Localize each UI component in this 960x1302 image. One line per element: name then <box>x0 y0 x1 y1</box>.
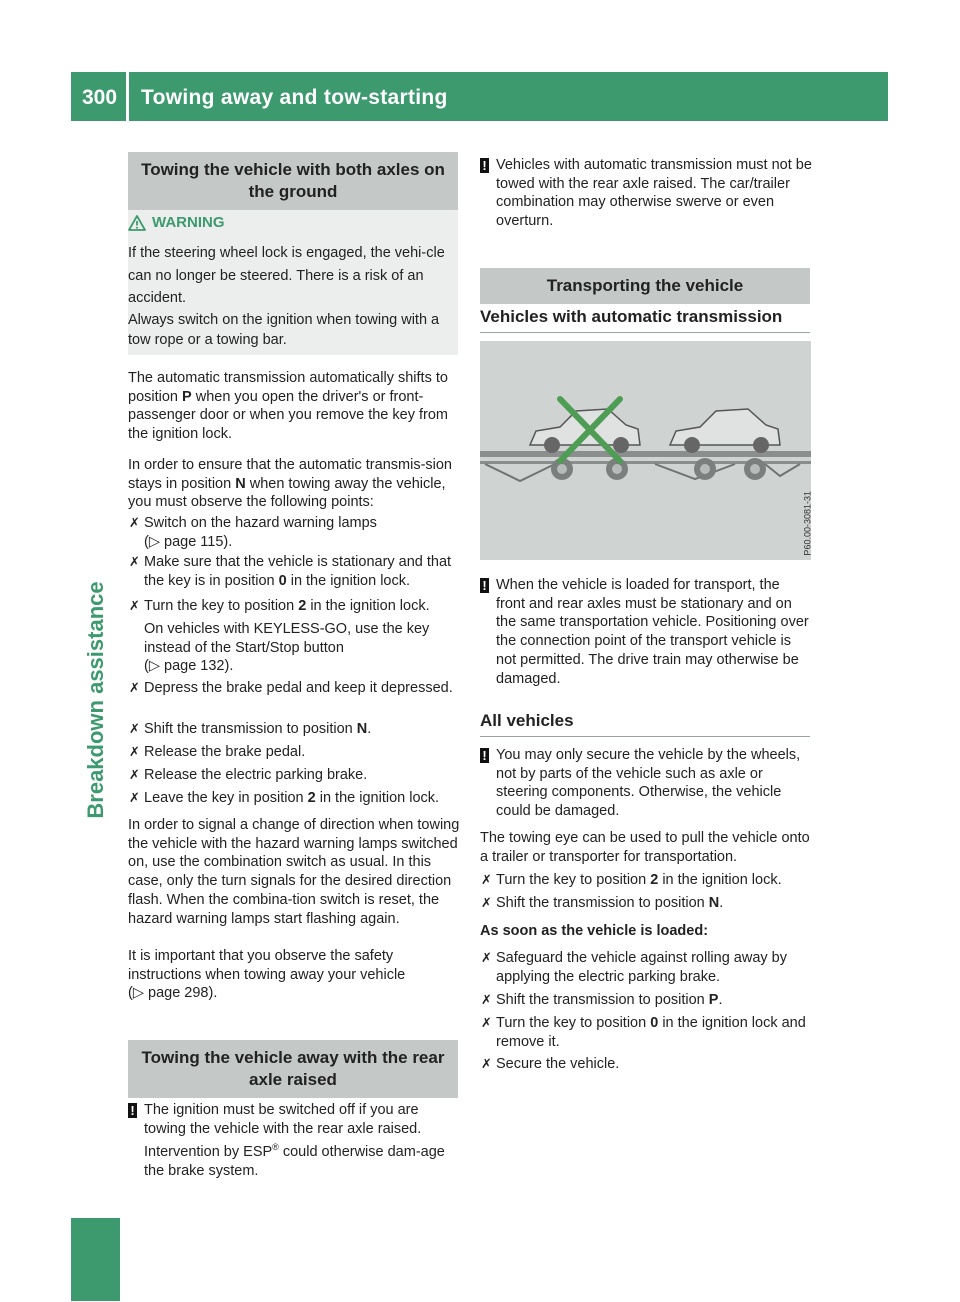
step-right-turn-key-2: ✗ Turn the key to position 2 in the ignition lock. <box>481 872 782 888</box>
step-arrow-icon: ✗ <box>129 767 140 782</box>
header-divider <box>126 72 129 121</box>
step-brake-pedal: ✗ Depress the brake pedal and keep it depressed. <box>129 680 453 696</box>
exclamation-icon: ! <box>480 158 489 173</box>
section-heading-transport: Transporting the vehicle <box>480 268 810 304</box>
step-release-brake-pedal: ✗ Release the brake pedal. <box>129 744 306 760</box>
page-number: 300 <box>82 86 118 109</box>
page-ref-115[interactable]: (▷ page 115). <box>144 533 233 550</box>
step-arrow-icon: ✗ <box>129 515 140 530</box>
step-arrow-icon: ✗ <box>129 744 140 759</box>
step-release-parking-brake: ✗ Release the electric parking brake. <box>129 767 368 783</box>
paragraph-safety: It is important that you observe the safety instructions when towing away your vehicle (▷ page 298). <box>128 947 460 1003</box>
page-title: Towing away and tow-starting <box>141 86 448 109</box>
figure-code: P60.00-3081-31 <box>803 491 813 556</box>
paragraph-position-n: In order to ensure that the automatic transmis-sion stays in position N when towing away the vehicle, you must observe the following points: <box>128 457 452 511</box>
note-no-rear-axle: ! Vehicles with automatic transmission must not be towed with the rear axle raised. The car/trailer combination may otherwise swerve or even overturn. <box>480 156 812 231</box>
step-secure-vehicle: ✗ Secure the vehicle. <box>481 1056 620 1072</box>
side-tab <box>71 1218 120 1301</box>
warning-text-1: If the steering wheel lock is engaged, the vehi-cle can no longer be steered. There is a risk of an accident. <box>128 245 445 306</box>
step-hazard-lamps: ✗ Switch on the hazard warning lamps (▷ page 115). <box>128 514 460 551</box>
step-arrow-icon: ✗ <box>481 872 492 887</box>
subheading-all-vehicles: All vehicles <box>480 711 810 737</box>
exclamation-icon: ! <box>128 1103 137 1118</box>
step-arrow-icon: ✗ <box>129 790 140 805</box>
transport-illustration <box>480 341 811 560</box>
section-heading-both-axles: Towing the vehicle with both axles on the ground <box>128 152 458 210</box>
step-safeguard: ✗ Safeguard the vehicle against rolling away by applying the electric parking brake. <box>481 950 787 985</box>
step-leave-key: ✗ Leave the key in position 2 in the ignition lock. <box>129 790 440 806</box>
step-arrow-icon: ✗ <box>481 1056 492 1071</box>
step-arrow-icon: ✗ <box>129 721 140 736</box>
warning-box <box>128 210 458 355</box>
step-arrow-icon: ✗ <box>481 950 492 965</box>
step-turn-key-2: ✗ Turn the key to position 2 in the ignition lock. <box>129 598 430 614</box>
step-arrow-icon: ✗ <box>481 895 492 910</box>
exclamation-icon: ! <box>480 578 489 593</box>
loaded-heading: As soon as the vehicle is loaded: <box>480 923 709 939</box>
paragraph-direction-change: In order to signal a change of direction when towing the vehicle with the hazard warning lamps switched on, use the combination switch as usual. In this case, only the turn signals for the desired direction flash. When the combina-tion switch is reset, the hazard warning lamps start flashing again. <box>128 817 460 927</box>
step-right-shift-n: ✗ Shift the transmission to position N. <box>481 895 724 911</box>
note-transport-axles: ! When the vehicle is loaded for transport, the front and rear axles must be stationary and on the same transportation vehicle. Positioning over the connection point of the transport vehicle is not permitted. The drive train may otherwise be damaged. <box>480 576 812 688</box>
note-secure-wheels: ! You may only secure the vehicle by the wheels, not by parts of the vehicle such as axle or steering components. Otherwise, the vehicle could be damaged. <box>480 746 812 821</box>
step-arrow-icon: ✗ <box>129 554 140 569</box>
subheading-automatic: Vehicles with automatic transmission <box>480 307 810 333</box>
step-arrow-icon: ✗ <box>129 598 140 613</box>
step-turn-key-0: ✗ Turn the key to position 0 in the ignition lock and remove it. <box>481 1015 806 1050</box>
warning-text-2: Always switch on the ignition when towing with a tow rope or a towing bar. <box>128 312 440 348</box>
transport-vehicle-diagram <box>480 341 811 560</box>
paragraph-auto-shift: The automatic transmission automatically shifts to position P when you open the driver's or front-passenger door or when you remove the key from the ignition lock. <box>128 370 448 443</box>
step-arrow-icon: ✗ <box>481 992 492 1007</box>
exclamation-icon: ! <box>480 748 489 763</box>
step-shift-p: ✗ Shift the transmission to position P. <box>481 992 723 1008</box>
side-section-label: Breakdown assistance <box>83 581 108 819</box>
warning-triangle-icon <box>128 214 146 232</box>
warning-title: WARNING <box>152 214 225 231</box>
page-ref-132[interactable]: (▷ page 132). <box>144 658 234 675</box>
page-ref-298[interactable]: (▷ page 298). <box>128 985 218 1002</box>
section-heading-rear-axle: Towing the vehicle away with the rear axle raised <box>128 1040 458 1098</box>
step-shift-n: ✗ Shift the transmission to position N. <box>129 721 372 737</box>
step-stationary: ✗ Make sure that the vehicle is stationary and that the key is in position 0 in the ignition lock. <box>129 554 452 589</box>
step-arrow-icon: ✗ <box>481 1015 492 1030</box>
note-ignition-off: ! The ignition must be switched off if you are towing the vehicle with the rear axle raised. Intervention by ESP® could otherwise dam-age the brake system. <box>128 1101 460 1181</box>
step-arrow-icon: ✗ <box>129 680 140 695</box>
keyless-go-note: On vehicles with KEYLESS-GO, use the key instead of the Start/Stop button (▷ page 132). <box>144 620 460 676</box>
paragraph-towing-eye: The towing eye can be used to pull the vehicle onto a trailer or transporter for transportation. <box>480 830 810 865</box>
